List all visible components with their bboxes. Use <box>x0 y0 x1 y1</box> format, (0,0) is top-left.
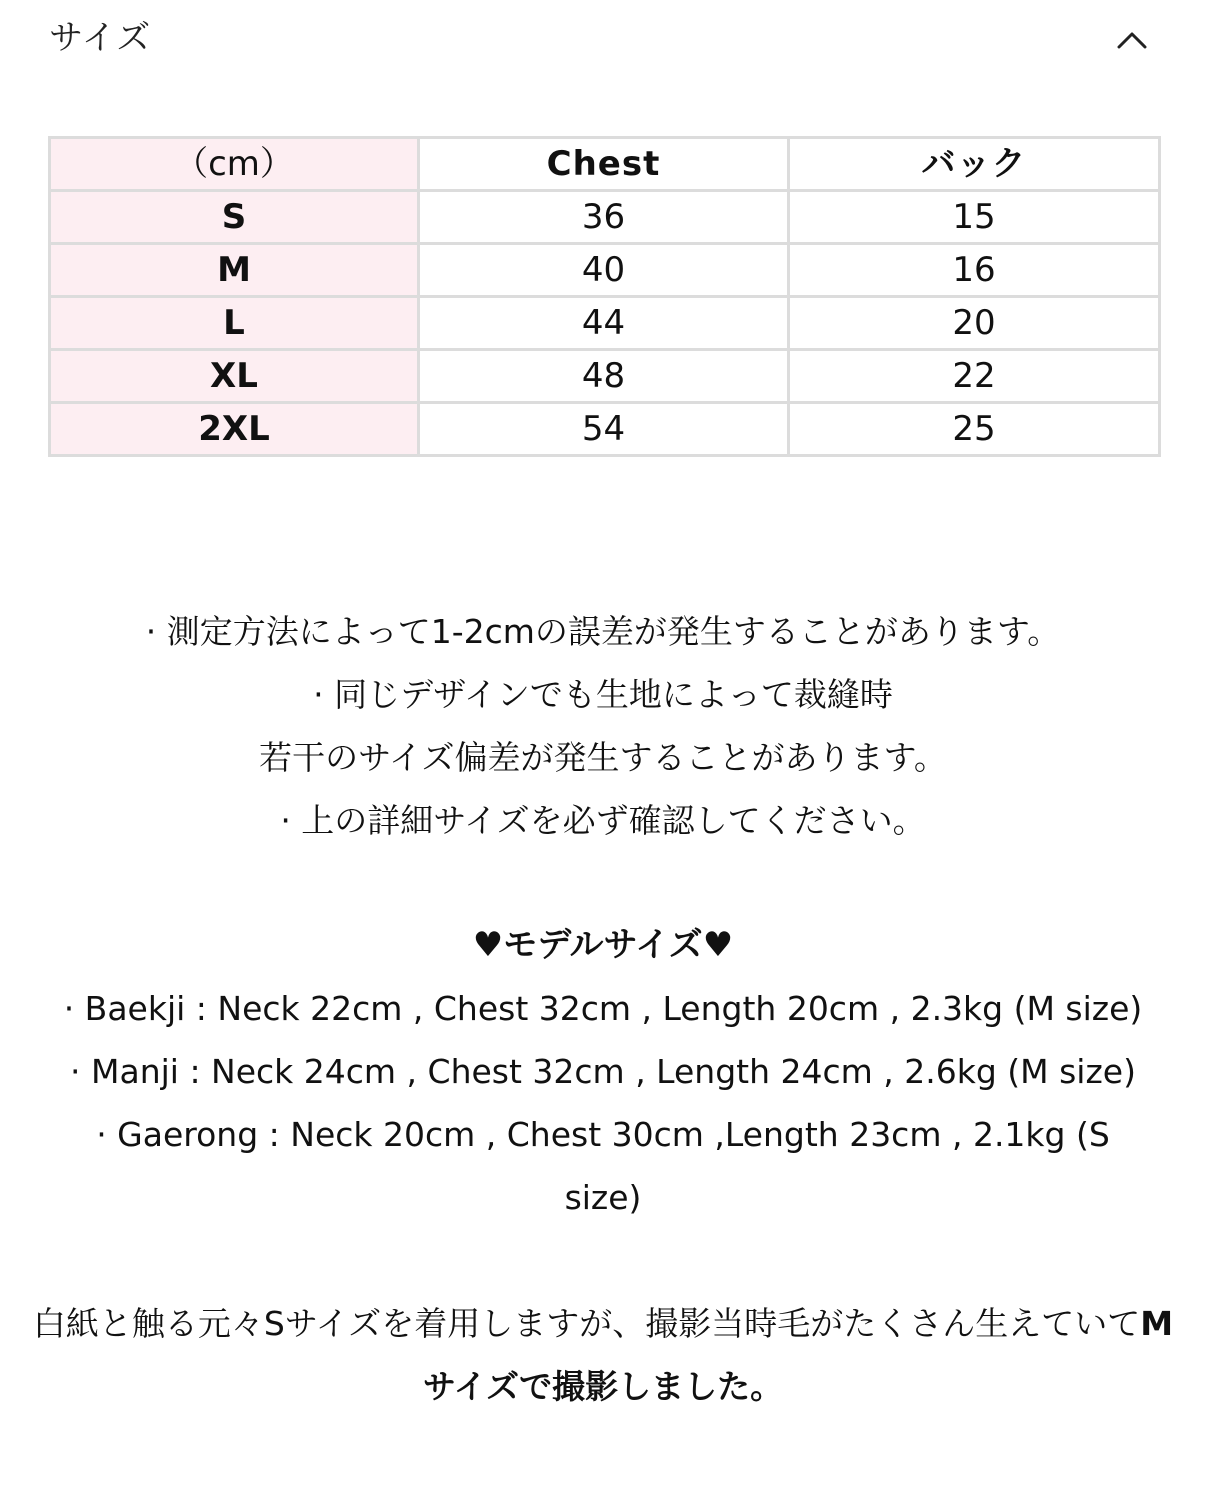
table-row <box>50 244 1160 297</box>
table-row <box>50 403 1160 456</box>
model-entry: · Gaerong : Neck 20cm , Chest 30cm ,Length 23cm , 2.1kg (S size) <box>96 1115 1110 1217</box>
back-value: 25 <box>789 403 1160 456</box>
footer-note-regular: 白紙と触る元々Sサイズを着用しますが、撮影当時毛がたくさん生えていて <box>32 1304 1141 1343</box>
note-line: · 同じデザインでも生地によって裁縫時 <box>313 675 893 714</box>
model-entry: · Baekji : Neck 22cm , Chest 32cm , Length 20cm , 2.3kg (M size) <box>63 989 1143 1028</box>
back-value: 22 <box>789 350 1160 403</box>
chest-value: 40 <box>419 244 789 297</box>
model-size-list <box>60 977 1146 1229</box>
footer-note <box>30 1292 1176 1418</box>
back-value: 15 <box>789 191 1160 244</box>
size-label: 2XL <box>50 403 419 456</box>
chevron-up-icon <box>1108 18 1156 60</box>
chest-value: 44 <box>419 297 789 350</box>
table-row <box>50 350 1160 403</box>
collapse-button[interactable] <box>1108 18 1156 60</box>
measurement-notes <box>0 600 1206 852</box>
table-row <box>50 191 1160 244</box>
model-entry: · Manji : Neck 24cm , Chest 32cm , Length 24cm , 2.6kg (M size) <box>70 1052 1136 1091</box>
size-label: L <box>50 297 419 350</box>
note-line: 若干のサイズ偏差が発生することがあります。 <box>259 738 947 777</box>
table-row <box>50 297 1160 350</box>
size-table <box>48 136 1161 457</box>
back-header: バック <box>789 138 1160 191</box>
chest-value: 54 <box>419 403 789 456</box>
note-line: · 上の詳細サイズを必ず確認してください。 <box>280 801 926 840</box>
size-label: S <box>50 191 419 244</box>
size-label: XL <box>50 350 419 403</box>
chest-value: 36 <box>419 191 789 244</box>
back-value: 16 <box>789 244 1160 297</box>
chest-header: Chest <box>419 138 789 191</box>
footer-note-bold: Mサイズで撮影しました。 <box>422 1304 1174 1406</box>
size-label: M <box>50 244 419 297</box>
table-header-row <box>50 138 1160 191</box>
chest-value: 48 <box>419 350 789 403</box>
size-section-header[interactable] <box>0 0 1206 80</box>
note-line: · 測定方法によって1-2cmの誤差が発生することがあります。 <box>145 612 1061 651</box>
model-size-title: ♥モデルサイズ♥ <box>472 925 734 965</box>
unit-header: （cm） <box>50 138 419 191</box>
section-title: サイズ <box>49 18 152 58</box>
back-value: 20 <box>789 297 1160 350</box>
